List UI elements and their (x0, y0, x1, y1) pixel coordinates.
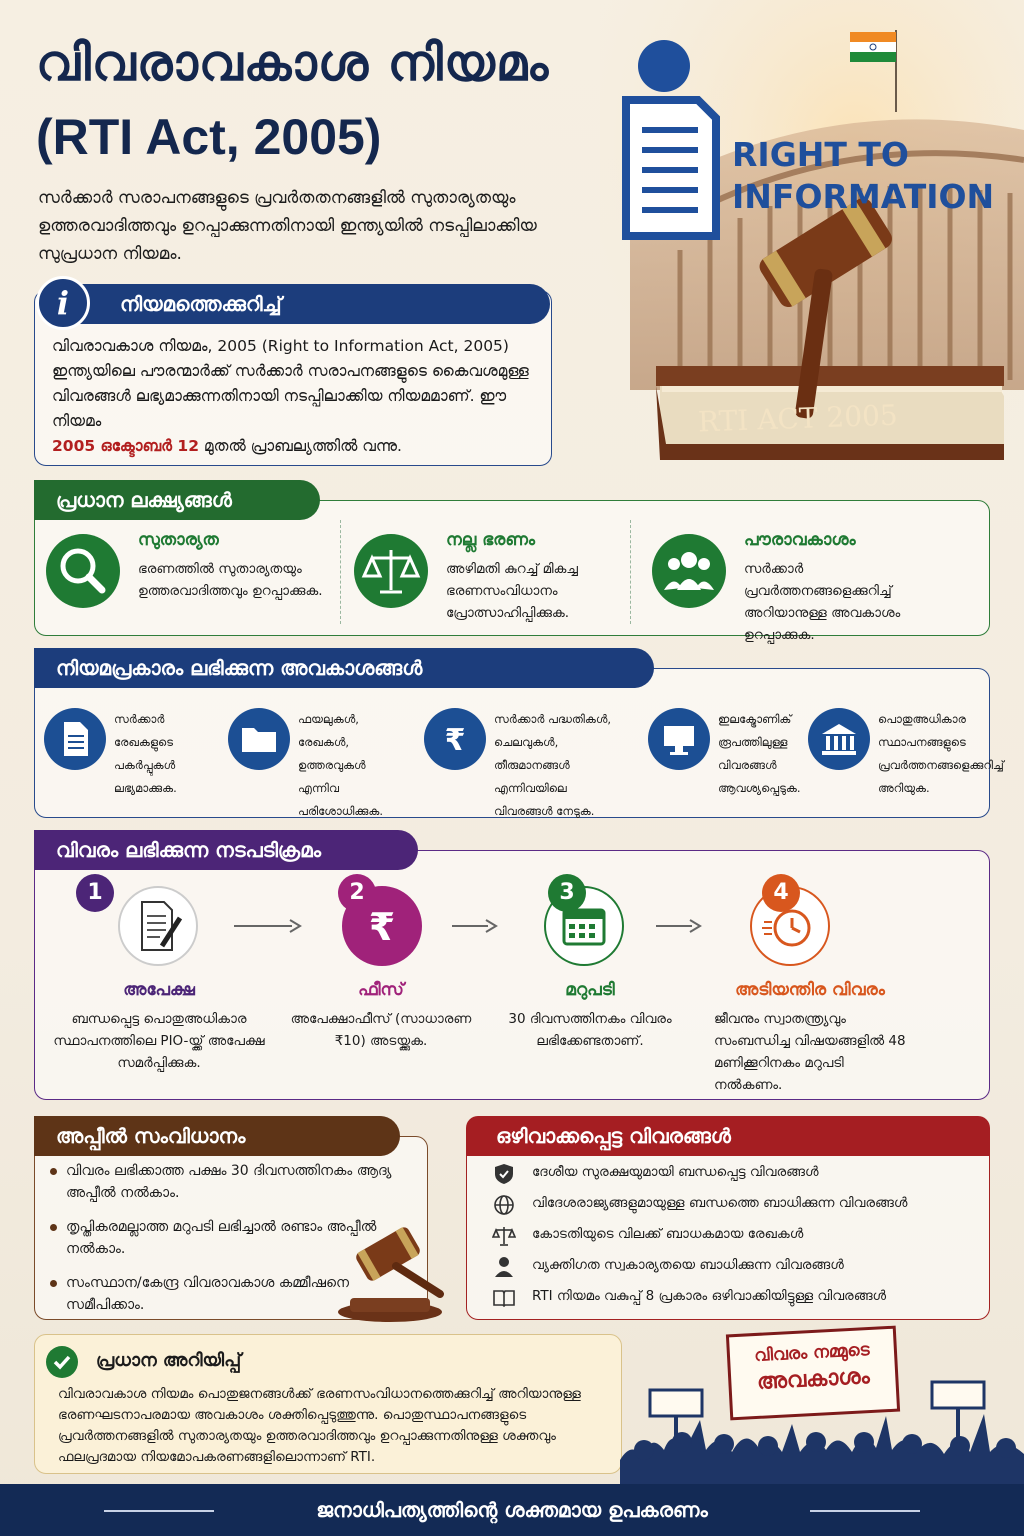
step-fee: ₹ 2 ഫീസ് അപേക്ഷാഫീസ് (സാധാരണ ₹10) അടയ്ക്കുക. (286, 872, 476, 1092)
svg-text:₹: ₹ (444, 723, 466, 758)
list-item: കോടതിയുടെ വിലക്ക് ബാധകമായ രേഖകൾ (492, 1222, 982, 1250)
step-application: 1 അപേക്ഷ ബന്ധപ്പെട്ട പൊതുഅധികാര സ്ഥാപനത്തിലെ PIO-യ്ക്ക് അപേക്ഷ സമർപ്പിക്കുക. (44, 872, 274, 1092)
monitor-icon (648, 708, 710, 770)
protest-sign: വിവരം നമ്മുടെ അവകാശം (726, 1326, 900, 1421)
objective-citizen-rights: പൗരാവകാശം സർക്കാർ പ്രവർത്തനങ്ങളെക്കുറിച്ച് അറിയാനുള്ള അവകാശം ഉറപ്പാക്കുക. (652, 528, 952, 628)
rupee-icon (424, 708, 486, 770)
shield-icon (492, 1162, 516, 1186)
objective-transparency: സുതാര്യത ഭരണത്തിൽ സുതാര്യതയും ഉത്തരവാദിത്തവും ഉറപ്പാക്കുക. (46, 528, 346, 628)
about-heading: നിയമത്തെക്കുറിച്ച് (120, 292, 282, 316)
list-item: വിവരം ലഭിക്കാത്ത പക്ഷം 30 ദിവസത്തിനകം ആദ്യ അപ്പീൽ നൽകാം. (48, 1160, 408, 1204)
step-urgent: 4 അടിയന്തിര വിവരം ജീവനും സ്വാതന്ത്ര്യവും സംബന്ധിച്ച വിഷയങ്ങളിൽ 48 മണിക്കൂറിനകം മറുപടി നൽകണം. (700, 872, 920, 1092)
notice-body: വിവരാവകാശ നിയമം പൊതുജനങ്ങൾക്ക് ഭരണസംവിധാനത്തെക്കുറിച്ച് അറിയാനുള്ള ഭരണഘടനാപരമായ അവകാശം ശക്തിപ്പെടുത്തുന്നു. പൊതുസ്ഥാപനങ്ങളുടെ പ്രവർത്തനങ്ങളിൽ സുതാര്യതയും ഉത്തരവാദിത്തവും ഉറപ്പാക്കുന്നതിനുള്ള ശക്തവും ഫലപ്രദമായ നിയമോപകരണങ്ങളിലൊന്നാണ് RTI. (58, 1386, 581, 1465)
page-title: വിവരാവകാശ നിയമം (36, 34, 550, 92)
intro-text: സർക്കാർ സരാപനങ്ങളുടെ പ്രവർതതനങ്ങളിൽ സുതാര്യതയും ഉത്തരവാദിത്തവും ഉറപ്പാക്കുന്നതിനായി ഇന്ത്യയിൽ നടപ്പിലാക്കിയ സുപ്രധാന നിയമം. (38, 188, 537, 264)
list-item: ദേശീയ സുരക്ഷയുമായി ബന്ധപ്പെട്ട വിവരങ്ങൾ (492, 1160, 982, 1188)
right-schemes: ₹ സർക്കാർ പദ്ധതികൾ, ചെലവുകൾ, തീരുമാനങ്ങൾ എന്നിവയിലെ വിവരങ്ങൾ നേടുക. (416, 700, 626, 810)
objective-good-governance: നല്ല ഭരണം അഴിമതി കുറച്ച് മികച്ച ഭരണസംവിധാനം പ്രോത്സാഹിപ്പിക്കുക. (354, 528, 654, 628)
right-copies: സർക്കാർ രേഖകളുടെ പകർപ്പുകൾ ലഭ്യമാക്കുക. (36, 700, 222, 810)
rights-heading: നിയമപ്രകാരം ലഭിക്കുന്ന അവകാശങ്ങൾ (34, 648, 654, 688)
list-item: വിദേശരാജ്യങ്ങളുമായുള്ള ബന്ധത്തെ ബാധിക്കുന്ന വിവരങ്ങൾ (492, 1191, 982, 1219)
svg-text:₹: ₹ (368, 905, 396, 949)
person-icon (492, 1255, 516, 1279)
folder-icon (228, 708, 290, 770)
document-icon (44, 708, 106, 770)
right-public-authority: പൊതുഅധികാര സ്ഥാപനങ്ങളുടെ പ്രവർത്തനങ്ങളെക്കുറിച്ച് അറിയുക. (800, 700, 990, 810)
appeal-heading: അപ്പീൽ സംവിധാനം (34, 1116, 400, 1156)
book-label: RTI ACT 2005 (697, 398, 899, 439)
effective-date: 2005 ഒക്ടോബർ 12 (52, 437, 199, 455)
people-icon (652, 534, 726, 608)
about-body: വിവരാവകാശ നിയമം, 2005 (Right to Information Act, 2005) ഇന്ത്യയിലെ പൗരന്മാർക്ക് സർക്കാർ സരാപനങ്ങളുടെ കൈവശമുള്ള വിവരങ്ങൾ ലഭ്യമാക്കുന്നതിനായി നടപ്പിലാക്കിയ നിയമമാണ്. ഈ നിയമം 2005 ഒക്ടോബർ 12 മുതൽ പ്രാബല്യത്തിൽ വന്നു. (52, 337, 529, 455)
check-icon (46, 1346, 78, 1378)
exempt-heading: ഒഴിവാക്കപ്പെട്ട വിവരങ്ങൾ (466, 1116, 990, 1156)
page-subtitle: (RTI Act, 2005) (36, 109, 382, 165)
gavel-icon (330, 1214, 450, 1324)
globe-icon (492, 1193, 516, 1217)
right-electronic: ഇലക്ട്രോണിക് രൂപത്തിലുള്ള വിവരങ്ങൾ ആവശ്യപ്പെടുക. (640, 700, 826, 810)
rti-logo-text: RIGHT TO INFORMATION (732, 135, 995, 216)
scales-icon (354, 534, 428, 608)
footer-banner (0, 1484, 1024, 1536)
list-item: തൃപ്തികരമല്ലാത്ത മറുപടി ലഭിച്ചാൽ രണ്ടാം അപ്പീൽ നൽകാം. (48, 1216, 408, 1260)
scales-icon (492, 1224, 516, 1248)
building-icon (808, 708, 870, 770)
process-heading: വിവരം ലഭിക്കുന്ന നടപടിക്രമം (34, 830, 418, 870)
objectives-heading: പ്രധാന ലക്ഷ്യങ്ങൾ (34, 480, 320, 520)
about-heading-bar (60, 284, 550, 324)
step-reply: 3 മറുപടി 30 ദിവസത്തിനകം വിവരം ലഭിക്കേണ്ടതാണ്. (490, 872, 690, 1092)
magnifier-icon (46, 534, 120, 608)
application-icon (118, 886, 198, 966)
right-inspect: ഫയലുകൾ, രേഖകൾ, ഉത്തരവുകൾ എന്നിവ പരിശോധിക്കുക. (220, 700, 406, 810)
book-icon (492, 1286, 516, 1310)
arrow-icon (656, 916, 702, 936)
info-icon: i (36, 276, 90, 330)
footer-text: ജനാധിപത്യത്തിന്റെ ശക്തമായ ഉപകരണം (316, 1498, 708, 1522)
notice-heading: പ്രധാന അറിയിപ്പ് (96, 1350, 242, 1371)
list-item: RTI നിയമം വകുപ്പ് 8 പ്രകാരം ഒഴിവാക്കിയിട്ടുള്ള വിവരങ്ങൾ (492, 1284, 982, 1312)
list-item: വ്യക്തിഗത സ്വകാര്യതയെ ബാധിക്കുന്ന വിവരങ്ങൾ (492, 1253, 982, 1281)
list-item: സംസ്ഥാന/കേന്ദ്ര വിവരാവകാശ കമ്മീഷനെ സമീപിക്കാം. (48, 1272, 408, 1316)
